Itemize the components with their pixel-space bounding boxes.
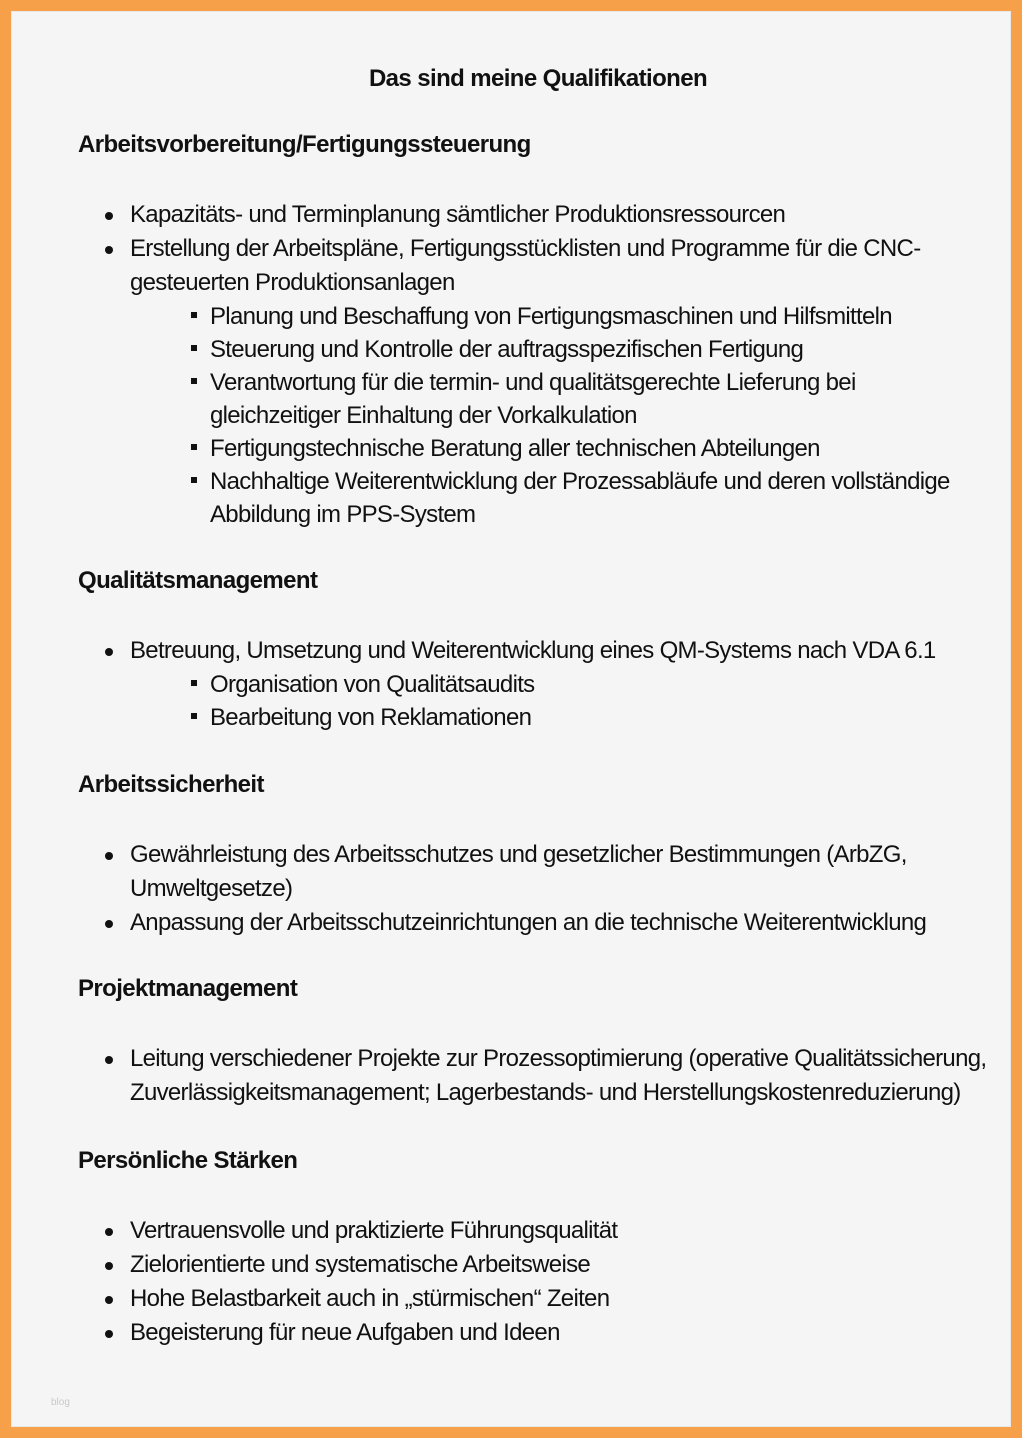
bullet-dot-icon [105, 1296, 113, 1304]
bullet-dot-icon [105, 852, 113, 860]
square-bullet-icon [191, 378, 197, 384]
list-item: Erstellung der Arbeitspläne, Fertigungsstücklisten und Programme für die CNC-gesteuerten Produktionsanlagen [78, 232, 988, 300]
sub-list-item: Planung und Beschaffung von Fertigungsmaschinen und Hilfsmitteln [78, 300, 988, 333]
square-bullet-icon [191, 713, 197, 719]
list-item: Hohe Belastbarkeit auch in „stürmischen“ Zeiten [78, 1282, 988, 1316]
section-heading: Arbeitsvorbereitung/Fertigungssteuerung [78, 131, 531, 158]
bullet-dot-icon [105, 212, 113, 220]
bullet-dot-icon [105, 1330, 113, 1338]
sub-bullet-list [78, 300, 988, 531]
list-item: Anpassung der Arbeitsschutzeinrichtungen an die technische Weiterentwicklung [78, 906, 988, 940]
list-item: Betreuung, Umsetzung und Weiterentwicklung eines QM-Systems nach VDA 6.1 [78, 634, 988, 668]
square-bullet-icon [191, 444, 197, 450]
bullet-dot-icon [105, 1262, 113, 1270]
section-persoenliche-staerken [78, 1146, 988, 1350]
section-heading: Qualitätsmanagement [78, 567, 318, 594]
sub-list-item: Steuerung und Kontrolle der auftragsspezifischen Fertigung [78, 333, 988, 366]
list-item: Zielorientierte und systematische Arbeitsweise [78, 1248, 988, 1282]
sub-list-item: Bearbeitung von Reklamationen [78, 701, 988, 734]
bullet-dot-icon [105, 920, 113, 928]
sub-list-item: Organisation von Qualitätsaudits [78, 668, 988, 701]
square-bullet-icon [191, 680, 197, 686]
section-heading: Arbeitssicherheit [78, 771, 264, 798]
sub-list-item: Nachhaltige Weiterentwicklung der Prozessabläufe und deren vollständige Abbildung im PPS-System [78, 465, 988, 531]
section-projektmanagement [78, 974, 988, 1110]
sub-bullet-list [78, 668, 988, 734]
watermark-text: blog [51, 1397, 70, 1408]
list-item: Begeisterung für neue Aufgaben und Ideen [78, 1316, 988, 1350]
bullet-list [78, 1042, 988, 1110]
square-bullet-icon [191, 477, 197, 483]
list-item: Vertrauensvolle und praktizierte Führungsqualität [78, 1214, 988, 1248]
list-item: Kapazitäts- und Terminplanung sämtlicher Produktionsressourcen [78, 198, 988, 232]
bullet-dot-icon [105, 246, 113, 254]
bullet-dot-icon [105, 1056, 113, 1064]
section-arbeitssicherheit [78, 770, 988, 940]
document-page [11, 11, 1011, 1427]
bullet-list [78, 1214, 988, 1350]
square-bullet-icon [191, 312, 197, 318]
square-bullet-icon [191, 345, 197, 351]
section-qualitaetsmanagement [78, 566, 988, 734]
bullet-list [78, 634, 988, 668]
document-content [78, 62, 988, 1350]
list-item: Gewährleistung des Arbeitsschutzes und gesetzlicher Bestimmungen (ArbZG, Umweltgesetze) [78, 838, 988, 906]
bullet-list [78, 198, 988, 300]
sub-list-item: Verantwortung für die termin- und qualitätsgerechte Lieferung bei gleichzeitiger Einhaltung der Vorkalkulation [78, 366, 988, 432]
bullet-dot-icon [105, 648, 113, 656]
bullet-list [78, 838, 988, 940]
section-heading: Persönliche Stärken [78, 1147, 298, 1174]
page-title: Das sind meine Qualifikationen [368, 65, 708, 92]
section-arbeitsvorbereitung [78, 130, 988, 531]
sub-list-item: Fertigungstechnische Beratung aller technischen Abteilungen [78, 432, 988, 465]
bullet-dot-icon [105, 1228, 113, 1236]
list-item: Leitung verschiedener Projekte zur Prozessoptimierung (operative Qualitätssicherung, Zuverlässigkeitsmanagement; Lagerbestands- und Herstellungskostenreduzierung) [78, 1042, 988, 1110]
section-heading: Projektmanagement [78, 975, 298, 1002]
